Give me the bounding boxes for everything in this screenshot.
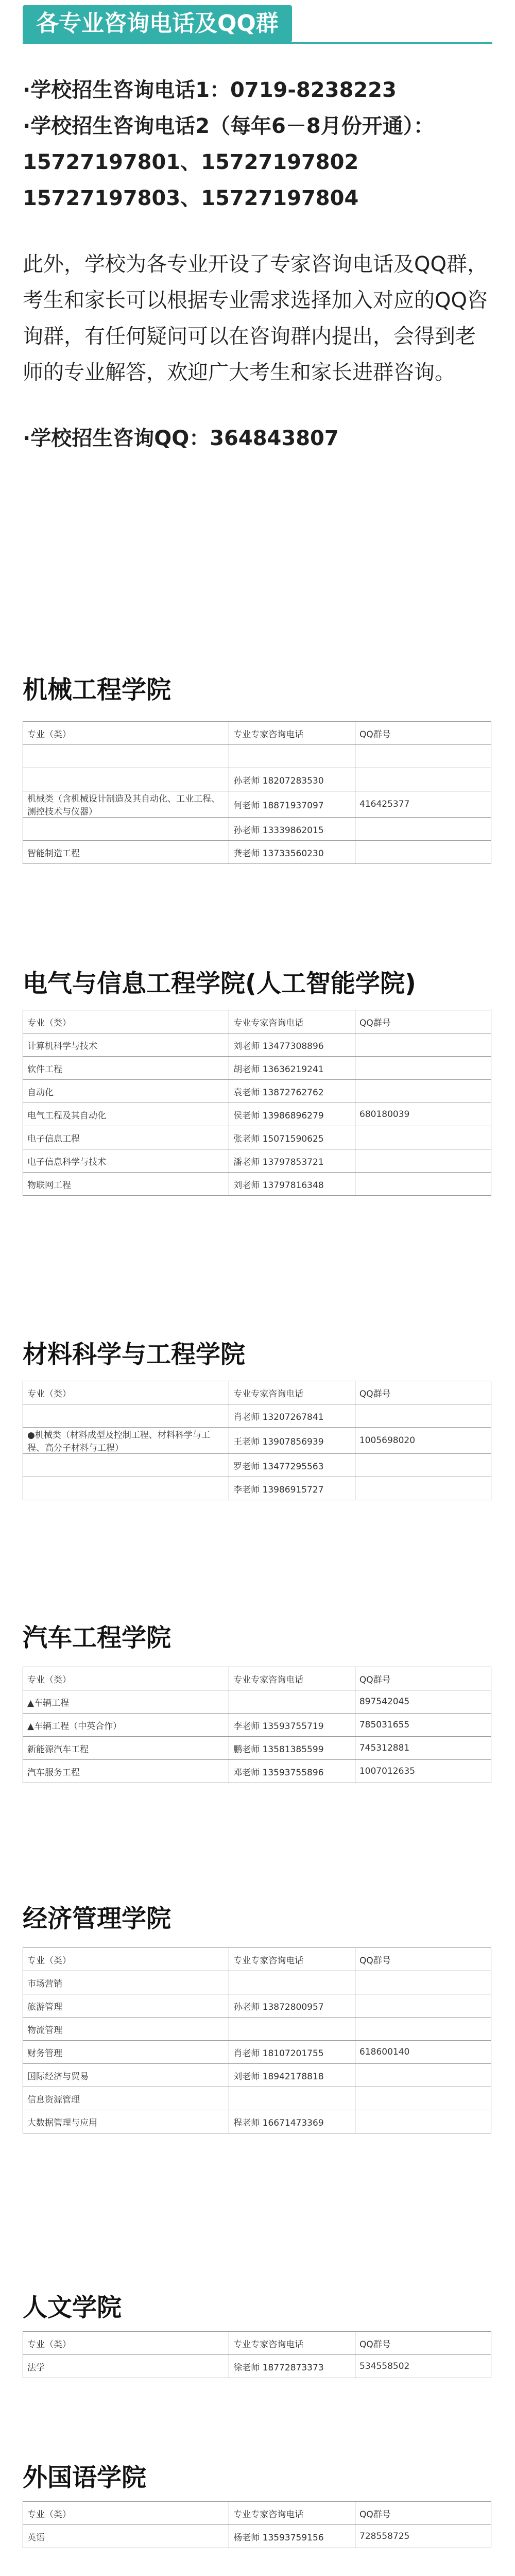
table-header-cell: QQ群号 bbox=[355, 2332, 491, 2355]
table-cell: 618600140 bbox=[355, 2041, 491, 2064]
header-bar bbox=[0, 0, 515, 47]
table-row bbox=[23, 818, 491, 841]
table-row bbox=[23, 1477, 491, 1500]
table-cell bbox=[23, 1477, 229, 1500]
dept-title: 电气与信息工程学院(人工智能学院) bbox=[23, 969, 416, 998]
table-header-cell: 专业（类） bbox=[23, 1381, 229, 1404]
table-cell bbox=[355, 841, 491, 864]
table-row bbox=[23, 1760, 491, 1783]
table-cell: 财务管理 bbox=[23, 2041, 229, 2064]
table-cell bbox=[355, 1033, 491, 1057]
table-cell bbox=[355, 1173, 491, 1196]
table-cell: 汽车服务工程 bbox=[23, 1760, 229, 1783]
table-cell: 534558502 bbox=[355, 2355, 491, 2378]
table-cell: 程老师 16671473369 bbox=[229, 2110, 355, 2133]
table-header-cell: QQ群号 bbox=[355, 1381, 491, 1404]
intro-block bbox=[23, 72, 492, 456]
table-cell: 信息资源管理 bbox=[23, 2087, 229, 2110]
table-cell: ▲车辆工程 bbox=[23, 1690, 229, 1714]
table-cell: 杨老师 13593759156 bbox=[229, 2525, 355, 2548]
table-row bbox=[23, 2087, 491, 2110]
table-cell: 潘老师 13797853721 bbox=[229, 1149, 355, 1173]
table-row bbox=[23, 1149, 491, 1173]
table-row bbox=[23, 2355, 491, 2378]
table-header-cell: 专业专家咨询电话 bbox=[229, 2332, 355, 2355]
table-cell: 728558725 bbox=[355, 2525, 491, 2548]
table-header-cell: QQ群号 bbox=[355, 722, 491, 745]
table-row bbox=[23, 1173, 491, 1196]
table-cell: 电子信息科学与技术 bbox=[23, 1149, 229, 1173]
table-cell: 张老师 15071590625 bbox=[229, 1126, 355, 1149]
table-cell: 1007012635 bbox=[355, 1760, 491, 1783]
table-cell bbox=[23, 818, 229, 841]
table-cell: 物流管理 bbox=[23, 2018, 229, 2041]
dept-title: 经济管理学院 bbox=[23, 1904, 171, 1933]
table-cell bbox=[229, 1690, 355, 1714]
table-cell: 745312881 bbox=[355, 1737, 491, 1760]
table-cell bbox=[355, 1454, 491, 1477]
table-header-row bbox=[23, 2332, 491, 2355]
table-row bbox=[23, 1404, 491, 1428]
table-cell: 刘老师 13477308896 bbox=[229, 1033, 355, 1057]
table-header-cell: 专业专家咨询电话 bbox=[229, 1381, 355, 1404]
table-cell bbox=[355, 818, 491, 841]
table-row bbox=[23, 1428, 491, 1454]
table-header-cell: 专业专家咨询电话 bbox=[229, 2502, 355, 2525]
table-header-cell: QQ群号 bbox=[355, 1010, 491, 1033]
table-cell: 电子信息工程 bbox=[23, 1126, 229, 1149]
table-cell: 李老师 13986915727 bbox=[229, 1477, 355, 1500]
table-cell: 肖老师 18107201755 bbox=[229, 2041, 355, 2064]
table-cell: 刘老师 13797816348 bbox=[229, 1173, 355, 1196]
table-cell: 1005698020 bbox=[355, 1428, 491, 1454]
dept-table bbox=[23, 2501, 491, 2548]
table-cell: 袁老师 13872762762 bbox=[229, 1080, 355, 1103]
dept-title: 汽车工程学院 bbox=[23, 1623, 171, 1652]
table-cell: 电气工程及其自动化 bbox=[23, 1103, 229, 1126]
table-cell: 自动化 bbox=[23, 1080, 229, 1103]
table-row bbox=[23, 1971, 491, 1994]
table-row bbox=[23, 2018, 491, 2041]
dept-table bbox=[23, 2331, 491, 2378]
table-header-cell: QQ群号 bbox=[355, 2502, 491, 2525]
table-row bbox=[23, 1103, 491, 1126]
table-row bbox=[23, 745, 491, 768]
table-cell bbox=[355, 2018, 491, 2041]
table-cell: 新能源汽车工程 bbox=[23, 1737, 229, 1760]
table-cell: 肖老师 13207267841 bbox=[229, 1404, 355, 1428]
dept-table bbox=[23, 1010, 491, 1196]
table-cell: 大数据管理与应用 bbox=[23, 2110, 229, 2133]
table-cell: 胡老师 13636219241 bbox=[229, 1057, 355, 1080]
phone-numbers-a: 15727197801、15727197802 bbox=[23, 150, 359, 174]
table-cell bbox=[23, 1404, 229, 1428]
table-cell bbox=[355, 1126, 491, 1149]
table-row bbox=[23, 1126, 491, 1149]
table-header-cell: 专业专家咨询电话 bbox=[229, 1010, 355, 1033]
table-header-cell: 专业专家咨询电话 bbox=[229, 1667, 355, 1690]
intro-paragraph: 此外，学校为各专业开设了专家咨询电话及QQ群，考生和家长可以根据专业需求选择加入对应的QQ咨询群，有任何疑问可以在咨询群内提出，会得到老师的专业解答，欢迎广大考生和家长进群咨询。 bbox=[23, 252, 488, 384]
table-cell: 计算机科学与技术 bbox=[23, 1033, 229, 1057]
table-cell bbox=[355, 745, 491, 768]
table-cell: ●机械类（材料成型及控制工程、材料科学与工程、高分子材料与工程） bbox=[23, 1428, 229, 1454]
table-cell bbox=[355, 1477, 491, 1500]
table-row bbox=[23, 2110, 491, 2133]
table-cell: 物联网工程 bbox=[23, 1173, 229, 1196]
table-cell: 897542045 bbox=[355, 1690, 491, 1714]
table-header-cell: 专业专家咨询电话 bbox=[229, 1948, 355, 1971]
dept-table bbox=[23, 1381, 491, 1500]
table-cell bbox=[229, 2087, 355, 2110]
table-row bbox=[23, 2041, 491, 2064]
dept-title: 材料科学与工程学院 bbox=[23, 1340, 246, 1369]
spacer bbox=[23, 391, 492, 420]
table-header-cell: 专业（类） bbox=[23, 2332, 229, 2355]
table-cell bbox=[355, 1149, 491, 1173]
table-cell: 王老师 13907856939 bbox=[229, 1428, 355, 1454]
table-cell: 法学 bbox=[23, 2355, 229, 2378]
table-cell bbox=[355, 2087, 491, 2110]
table-header-cell: QQ群号 bbox=[355, 1948, 491, 1971]
dept-title: 外国语学院 bbox=[23, 2463, 147, 2492]
table-cell: 孙老师 13872800957 bbox=[229, 1994, 355, 2018]
table-cell bbox=[355, 2110, 491, 2133]
table-cell: 785031655 bbox=[355, 1714, 491, 1737]
table-cell: 李老师 13593755719 bbox=[229, 1714, 355, 1737]
table-row bbox=[23, 1690, 491, 1714]
table-row bbox=[23, 2525, 491, 2548]
table-row bbox=[23, 841, 491, 864]
table-cell: 智能制造工程 bbox=[23, 841, 229, 864]
dept-title: 人文学院 bbox=[23, 2293, 122, 2322]
table-cell: 机械类（含机械设计制造及其自动化、工业工程、测控技术与仪器） bbox=[23, 791, 229, 818]
dept-table bbox=[23, 1947, 491, 2133]
table-cell: 416425377 bbox=[355, 791, 491, 818]
table-row bbox=[23, 1033, 491, 1057]
table-cell bbox=[355, 2064, 491, 2087]
table-header-cell: 专业（类） bbox=[23, 1667, 229, 1690]
table-cell: 邓老师 13593755896 bbox=[229, 1760, 355, 1783]
table-row bbox=[23, 1994, 491, 2018]
table-header-row bbox=[23, 1948, 491, 1971]
table-cell bbox=[23, 745, 229, 768]
table-cell bbox=[355, 1080, 491, 1103]
table-cell: 罗老师 13477295563 bbox=[229, 1454, 355, 1477]
table-row bbox=[23, 1714, 491, 1737]
table-cell bbox=[355, 1057, 491, 1080]
dept-table bbox=[23, 1667, 491, 1783]
header-divider bbox=[23, 42, 492, 44]
table-header-row bbox=[23, 1010, 491, 1033]
table-row bbox=[23, 1057, 491, 1080]
table-cell: 何老师 18871937097 bbox=[229, 791, 355, 818]
table-row bbox=[23, 1080, 491, 1103]
table-header-cell: 专业（类） bbox=[23, 1948, 229, 1971]
table-row bbox=[23, 2064, 491, 2087]
table-cell bbox=[229, 1971, 355, 1994]
table-header-row bbox=[23, 1381, 491, 1404]
table-cell: 孙老师 18207283530 bbox=[229, 768, 355, 791]
table-cell: 徐老师 18772873373 bbox=[229, 2355, 355, 2378]
table-cell: 软件工程 bbox=[23, 1057, 229, 1080]
table-row bbox=[23, 791, 491, 818]
table-cell: 鹏老师 13581385599 bbox=[229, 1737, 355, 1760]
table-cell bbox=[355, 1404, 491, 1428]
table-cell: 国际经济与贸易 bbox=[23, 2064, 229, 2087]
table-cell bbox=[23, 1454, 229, 1477]
table-cell bbox=[229, 2018, 355, 2041]
table-header-cell: 专业（类） bbox=[23, 1010, 229, 1033]
table-cell: 680180039 bbox=[355, 1103, 491, 1126]
phone-numbers-b: 15727197803、15727197804 bbox=[23, 187, 359, 210]
phone-line-1: ·学校招生咨询电话1：0719-8238223 bbox=[23, 78, 397, 102]
page-title: 各专业咨询电话及QQ群 bbox=[23, 5, 292, 42]
spacer bbox=[23, 216, 492, 246]
table-header-cell: QQ群号 bbox=[355, 1667, 491, 1690]
table-cell: 英语 bbox=[23, 2525, 229, 2548]
table-cell: 市场营销 bbox=[23, 1971, 229, 1994]
table-row bbox=[23, 1454, 491, 1477]
table-cell bbox=[355, 1971, 491, 1994]
table-header-row bbox=[23, 2502, 491, 2525]
table-cell: 旅游管理 bbox=[23, 1994, 229, 2018]
phone-line-2: ·学校招生咨询电话2（每年6－8月份开通）： bbox=[23, 114, 434, 138]
table-cell: 侯老师 13986896279 bbox=[229, 1103, 355, 1126]
table-cell: ▲车辆工程（中英合作） bbox=[23, 1714, 229, 1737]
qq-line: ·学校招生咨询QQ：364843807 bbox=[23, 427, 339, 450]
table-cell: 龚老师 13733560230 bbox=[229, 841, 355, 864]
table-cell bbox=[355, 768, 491, 791]
dept-table bbox=[23, 721, 491, 864]
table-row bbox=[23, 1737, 491, 1760]
dept-title: 机械工程学院 bbox=[23, 675, 171, 704]
table-header-row bbox=[23, 722, 491, 745]
table-header-cell: 专业专家咨询电话 bbox=[229, 722, 355, 745]
table-cell bbox=[229, 745, 355, 768]
table-header-cell: 专业（类） bbox=[23, 2502, 229, 2525]
table-cell bbox=[23, 768, 229, 791]
table-header-cell: 专业（类） bbox=[23, 722, 229, 745]
table-cell: 刘老师 18942178818 bbox=[229, 2064, 355, 2087]
table-cell bbox=[355, 1994, 491, 2018]
table-cell: 孙老师 13339862015 bbox=[229, 818, 355, 841]
table-header-row bbox=[23, 1667, 491, 1690]
table-row bbox=[23, 768, 491, 791]
